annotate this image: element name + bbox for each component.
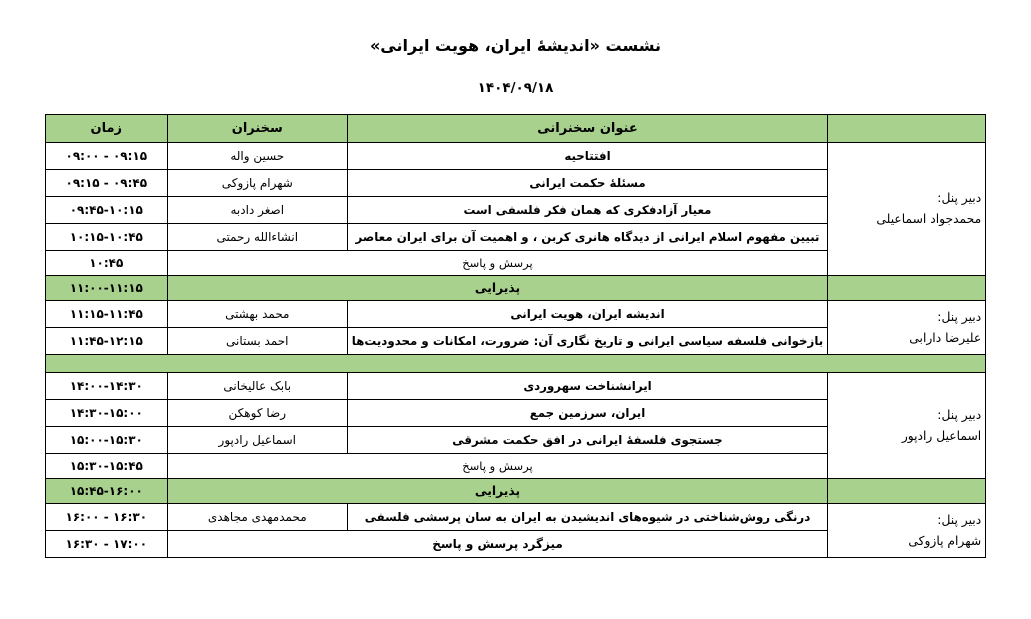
schedule-row xyxy=(45,301,985,328)
schedule-row xyxy=(45,504,985,531)
speaker-cell: رضا کوهکن xyxy=(167,400,347,427)
schedule-row xyxy=(45,373,985,400)
chair-name: محمدجواد اسماعیلی xyxy=(876,212,982,226)
talk-title-cell: بازخوانی فلسفه سیاسی ایرانی و تاریخ نگاری آن: ضرورت، امکانات و محدودیت‌ها xyxy=(347,328,827,355)
speaker-cell: شهرام پازوکی xyxy=(167,170,347,197)
break-chair-cell xyxy=(828,276,986,301)
time-cell xyxy=(45,400,167,427)
time-value: ۱۱:۴۵-۱۲:۱۵ xyxy=(69,334,143,348)
speaker-cell: احمد بستانی xyxy=(167,328,347,355)
chair-name: اسماعیل رادپور xyxy=(901,428,982,443)
time-value: ۱۴:۰۰-۱۴:۳۰ xyxy=(69,379,143,393)
chair-label: دبیر پنل: xyxy=(937,309,982,324)
chair-name: شهرام پازوکی xyxy=(908,533,982,548)
talk-title-cell: معیار آزادفکری که همان فکر فلسفی است xyxy=(347,197,827,224)
speaker-cell: بابک عالیخانی xyxy=(167,373,347,400)
time-value: ۰۹:۰۰ - ۰۹:۱۵ xyxy=(65,149,148,163)
time-cell xyxy=(45,301,167,328)
time-header-cell: زمان xyxy=(45,115,167,143)
roundtable-label-cell: میزگرد پرسش و پاسخ xyxy=(167,531,827,558)
time-value: ۱۰:۴۵ xyxy=(89,256,124,270)
time-cell xyxy=(45,276,167,301)
break-row xyxy=(45,276,985,301)
chair-cell-section-1 xyxy=(828,143,986,276)
time-cell xyxy=(45,197,167,224)
time-value: ۱۱:۰۰-۱۱:۱۵ xyxy=(69,281,143,295)
time-value: ۱۶:۳۰ - ۱۷:۰۰ xyxy=(65,537,148,551)
table-header-row xyxy=(45,115,985,143)
time-cell xyxy=(45,454,167,479)
time-value: ۱۱:۱۵-۱۱:۴۵ xyxy=(69,307,143,321)
chair-label: دبیر پنل: xyxy=(937,512,982,527)
speaker-cell: اسماعیل رادپور xyxy=(167,427,347,454)
time-value: ۱۴:۳۰-۱۵:۰۰ xyxy=(69,406,143,420)
talk-title-cell: اندیشه ایران، هویت ایرانی xyxy=(347,301,827,328)
talk-title-cell: تبیین مفهوم اسلام ایرانی از دیدگاه هانری کربن ، و اهمیت آن برای ایران معاصر xyxy=(347,224,827,251)
talk-title-cell: مسئلهٔ حکمت ایرانی xyxy=(347,170,827,197)
speaker-cell: محمدمهدی مجاهدی xyxy=(167,504,347,531)
chair-label: دبیر پنل: xyxy=(937,191,982,205)
date-value: ۱۴۰۴/۰۹/۱۸ xyxy=(477,80,554,96)
qa-label-cell: پرسش و پاسخ xyxy=(167,251,827,276)
schedule-table xyxy=(45,114,986,558)
speaker-cell: اصغر دادبه xyxy=(167,197,347,224)
qa-label-cell: پرسش و پاسخ xyxy=(167,454,827,479)
time-value: ۱۵:۰۰-۱۵:۳۰ xyxy=(69,433,143,447)
break-chair-cell xyxy=(828,479,986,504)
time-value: ۱۵:۴۵-۱۶:۰۰ xyxy=(69,484,143,498)
title-header-cell: عنوان سخنرانی xyxy=(347,115,827,143)
talk-title-cell: ایران، سرزمین جمع xyxy=(347,400,827,427)
break-label-cell: پذیرایی xyxy=(167,276,827,301)
chair-cell-section-4 xyxy=(828,504,986,558)
break-row xyxy=(45,479,985,504)
separator-cell xyxy=(45,355,985,373)
chair-cell-section-3 xyxy=(828,373,986,479)
chair-header-cell xyxy=(828,115,986,143)
speaker-cell: حسین واله xyxy=(167,143,347,170)
time-cell xyxy=(45,170,167,197)
time-cell xyxy=(45,251,167,276)
talk-title-cell: ایرانشناخت سهروردی xyxy=(347,373,827,400)
chair-name: علیرضا دارابی xyxy=(909,330,982,345)
time-cell xyxy=(45,224,167,251)
schedule-row xyxy=(45,143,985,170)
time-value: ۱۵:۳۰-۱۵:۴۵ xyxy=(69,459,143,473)
talk-title-cell: جستجوی فلسفهٔ ایرانی در افق حکمت مشرقی xyxy=(347,427,827,454)
time-cell xyxy=(45,427,167,454)
speaker-cell: انشاءالله رحمتی xyxy=(167,224,347,251)
time-cell xyxy=(45,373,167,400)
time-cell xyxy=(45,143,167,170)
separator-row xyxy=(45,355,985,373)
time-cell xyxy=(45,504,167,531)
document-date xyxy=(0,80,1031,96)
time-value: ۰۹:۴۵-۱۰:۱۵ xyxy=(69,203,143,217)
time-value: ۱۰:۱۵-۱۰:۴۵ xyxy=(69,230,143,244)
time-value: ۱۶:۰۰ - ۱۶:۳۰ xyxy=(65,510,148,524)
talk-title-cell: افتتاحیه xyxy=(347,143,827,170)
time-cell xyxy=(45,479,167,504)
time-cell xyxy=(45,328,167,355)
time-cell xyxy=(45,531,167,558)
document-title: نشست «اندیشهٔ ایران، هویت ایرانی» xyxy=(369,36,662,55)
break-label-cell: پذیرایی xyxy=(167,479,827,504)
chair-cell-section-2 xyxy=(828,301,986,355)
talk-title-cell: درنگی روش‌شناختی در شیوه‌های اندیشیدن به ایران به سان پرسشی فلسفی xyxy=(347,504,827,531)
speaker-cell: محمد بهشتی xyxy=(167,301,347,328)
chair-label: دبیر پنل: xyxy=(937,407,982,422)
speaker-header-cell: سخنران xyxy=(167,115,347,143)
time-value: ۰۹:۱۵ - ۰۹:۴۵ xyxy=(65,176,148,190)
